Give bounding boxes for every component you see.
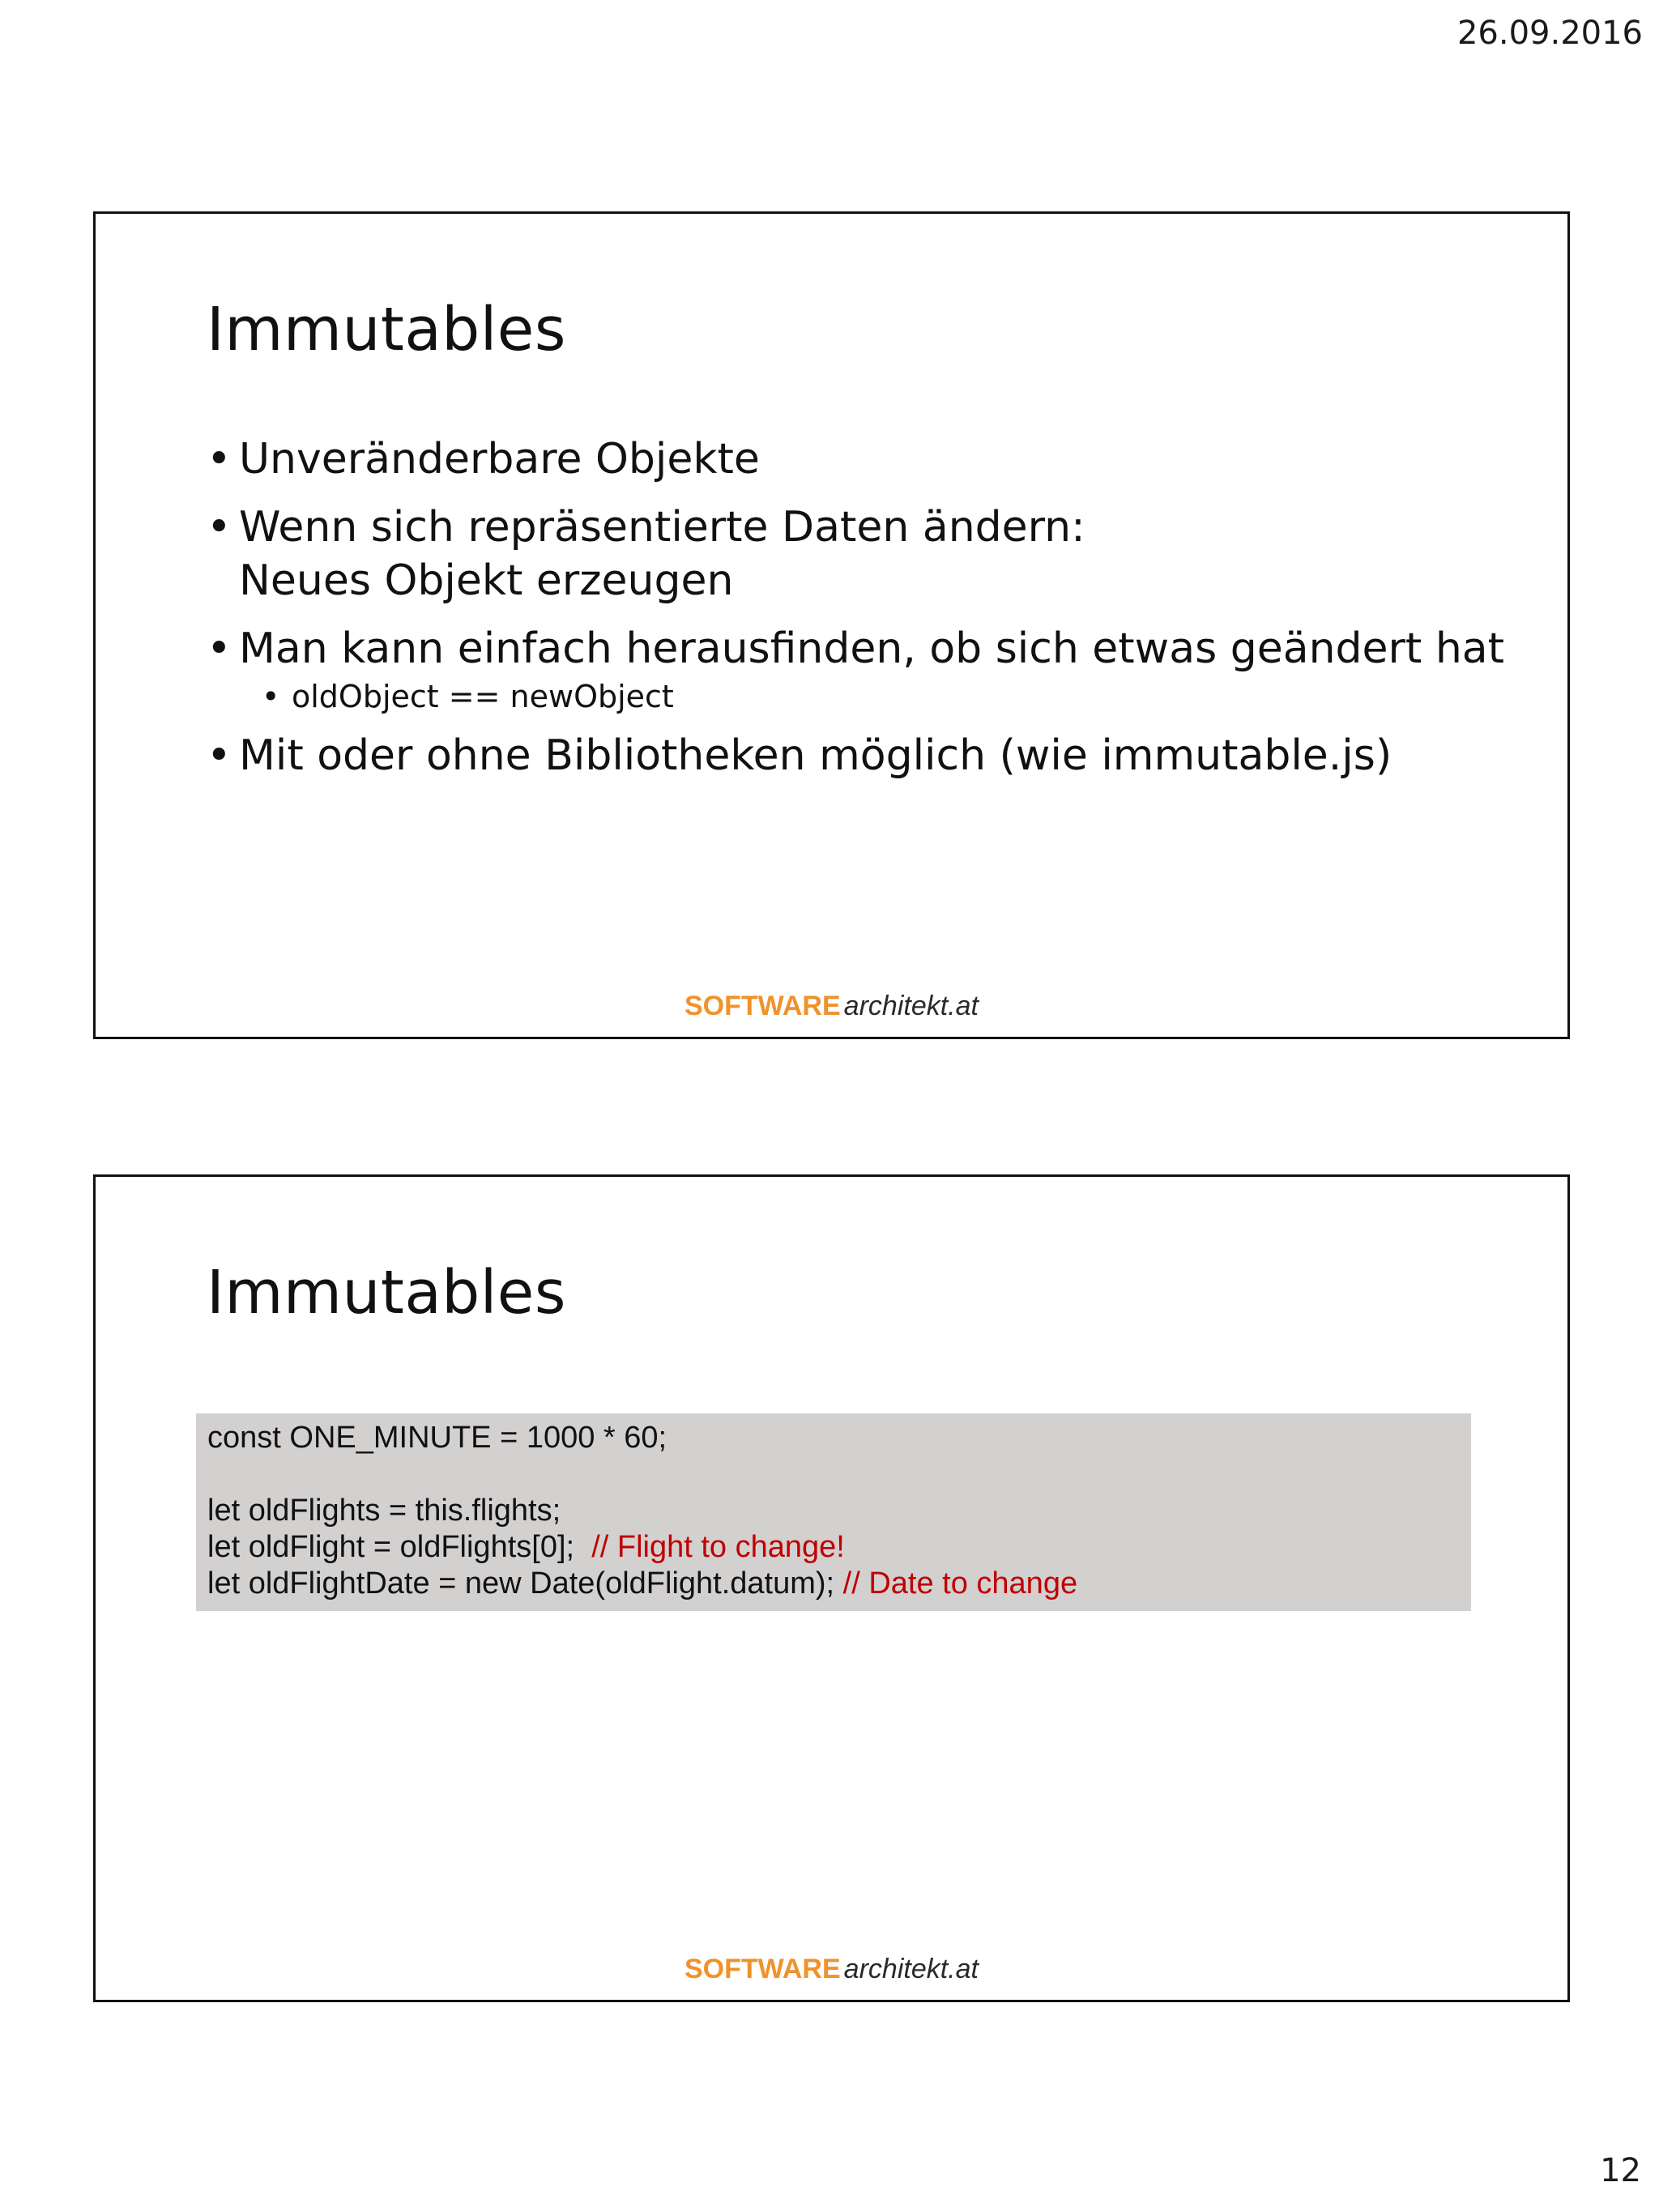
code-line-blank (207, 1456, 1460, 1493)
slide-title: Immutables (207, 1258, 566, 1328)
slide-1 (93, 211, 1570, 1039)
code-block (196, 1413, 1471, 1611)
slide-2 (93, 1174, 1570, 2002)
sub-bullet-item (207, 676, 1504, 718)
bullet-text-continuation: Neues Objekt erzeugen (239, 556, 734, 605)
page-date: 26.09.2016 (1456, 15, 1643, 52)
bullet-item (207, 729, 1504, 782)
code-comment: // Flight to change! (591, 1530, 845, 1564)
bullet-text: Unveränderbare Objekte (239, 435, 760, 484)
bullet-item (207, 501, 1504, 607)
sub-bullet-list (207, 676, 1504, 718)
brand-software: SOFTWARE (684, 991, 841, 1021)
bullet-item (207, 433, 1504, 486)
sub-bullet-container (207, 676, 1504, 718)
code-comment: // Date to change (842, 1566, 1078, 1600)
bullet-text: Man kann einfach herausfinden, ob sich etwas geändert hat (239, 624, 1505, 673)
brand-logo (96, 991, 1567, 1022)
code-line (207, 1529, 1460, 1566)
bullet-list (207, 433, 1504, 797)
brand-domain: architekt.at (843, 1954, 979, 1984)
sub-bullet-text: oldObject == newObject (292, 679, 674, 714)
bullet-text: Mit oder ohne Bibliotheken möglich (wie immutable.js) (239, 731, 1392, 780)
brand-software: SOFTWARE (684, 1954, 841, 1984)
brand-domain: architekt.at (843, 991, 979, 1021)
slide-title: Immutables (207, 295, 566, 364)
code-text: let oldFlightDate = new Date(oldFlight.datum); (207, 1566, 843, 1600)
brand-logo (96, 1954, 1567, 1985)
code-line: const ONE_MINUTE = 1000 * 60; (207, 1421, 667, 1455)
code-line (207, 1566, 1460, 1602)
code-text: let oldFlight = oldFlights[0]; (207, 1530, 592, 1564)
page-number: 12 (1600, 2152, 1641, 2189)
bullet-text: Wenn sich repräsentierte Daten ändern: (239, 503, 1085, 552)
bullet-item (207, 622, 1504, 676)
code-line: let oldFlights = this.flights; (207, 1494, 561, 1528)
